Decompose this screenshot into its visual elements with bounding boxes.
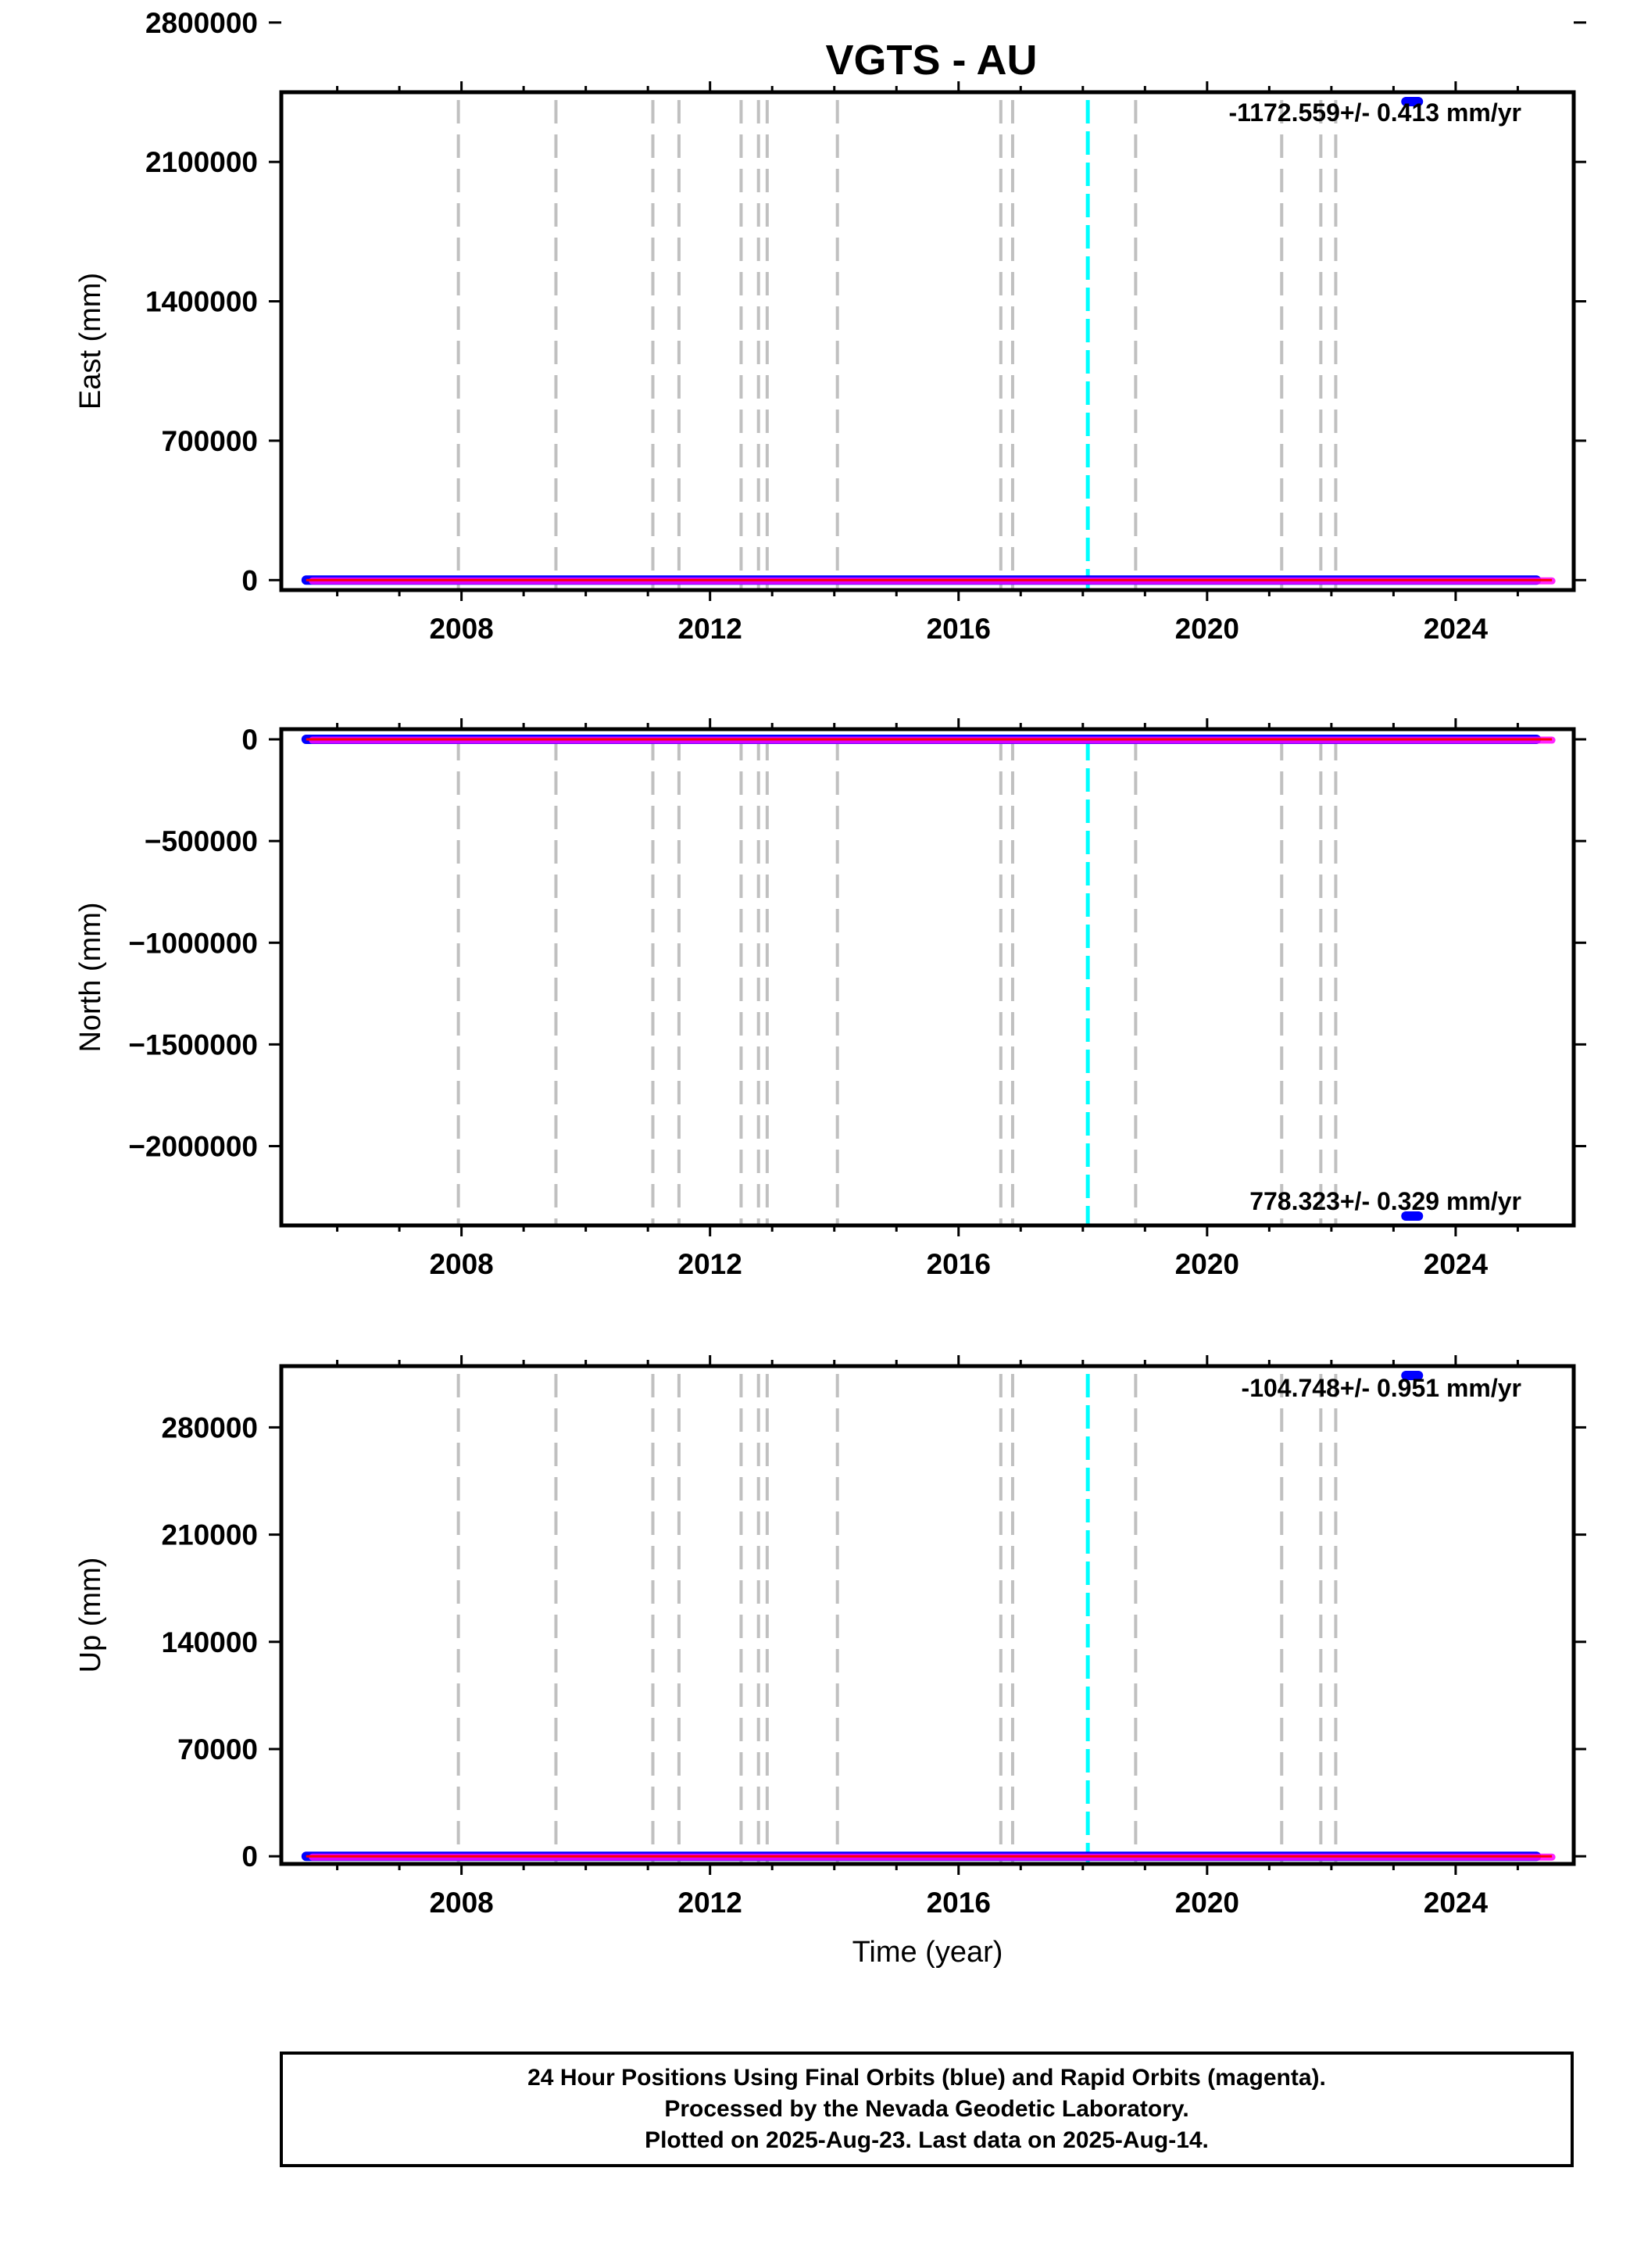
x-axis-label: Time (year) xyxy=(852,1936,1003,1969)
y-axis-label: North (mm) xyxy=(74,902,107,1053)
plot-frame xyxy=(281,92,1574,590)
x-tick-label: 2012 xyxy=(677,1887,742,1919)
x-tick-label: 2016 xyxy=(926,1248,991,1280)
y-tick-label: 140000 xyxy=(161,1626,258,1658)
y-tick-label: −1500000 xyxy=(128,1028,258,1061)
y-axis-label: Up (mm) xyxy=(74,1557,107,1673)
panel-north xyxy=(74,718,1586,1280)
figure-title: VGTS - AU xyxy=(825,37,1038,84)
x-tick-label: 2024 xyxy=(1423,613,1489,645)
x-tick-label: 2020 xyxy=(1174,1248,1239,1280)
y-tick-label: −1000000 xyxy=(128,927,258,960)
y-tick-label: −2000000 xyxy=(128,1130,258,1163)
footer-line-1: 24 Hour Positions Using Final Orbits (blue) and Rapid Orbits (magenta). xyxy=(527,2065,1326,2091)
x-tick-label: 2020 xyxy=(1174,1887,1239,1919)
rate-annotation: -1172.559+/- 0.413 mm/yr xyxy=(1228,98,1521,127)
y-tick-label: −500000 xyxy=(144,825,258,858)
y-tick-label: 700000 xyxy=(161,424,258,457)
panel-east xyxy=(74,7,1586,645)
y-tick-label: 70000 xyxy=(177,1733,258,1765)
plot-frame xyxy=(281,729,1574,1225)
y-axis-label: East (mm) xyxy=(74,272,107,410)
footer-line-3: Plotted on 2025-Aug-23. Last data on 2025-Aug-14. xyxy=(645,2127,1209,2153)
y-tick-label: 2100000 xyxy=(145,146,258,179)
x-tick-label: 2016 xyxy=(926,1887,991,1919)
x-tick-label: 2008 xyxy=(429,613,494,645)
x-tick-label: 2008 xyxy=(429,1887,494,1919)
y-tick-label: 280000 xyxy=(161,1411,258,1444)
footer-caption-box xyxy=(280,2052,1574,2167)
rate-annotation: -104.748+/- 0.951 mm/yr xyxy=(1241,1374,1521,1402)
rate-annotation: 778.323+/- 0.329 mm/yr xyxy=(1249,1187,1521,1215)
y-tick-label: 2800000 xyxy=(145,6,258,39)
footer-line-2: Processed by the Nevada Geodetic Laboratory. xyxy=(664,2096,1189,2122)
y-tick-label: 210000 xyxy=(161,1519,258,1551)
x-tick-label: 2024 xyxy=(1423,1887,1489,1919)
panel-up xyxy=(74,1355,1586,1969)
x-tick-label: 2024 xyxy=(1423,1248,1489,1280)
x-tick-label: 2012 xyxy=(677,1248,742,1280)
x-tick-label: 2020 xyxy=(1174,613,1239,645)
y-tick-label: 0 xyxy=(241,1841,258,1873)
plot-frame xyxy=(281,1366,1574,1864)
x-tick-label: 2008 xyxy=(429,1248,494,1280)
y-tick-label: 0 xyxy=(241,724,258,757)
y-tick-label: 1400000 xyxy=(145,285,258,318)
x-tick-label: 2016 xyxy=(926,613,991,645)
x-tick-label: 2012 xyxy=(677,613,742,645)
y-tick-label: 0 xyxy=(241,564,258,597)
